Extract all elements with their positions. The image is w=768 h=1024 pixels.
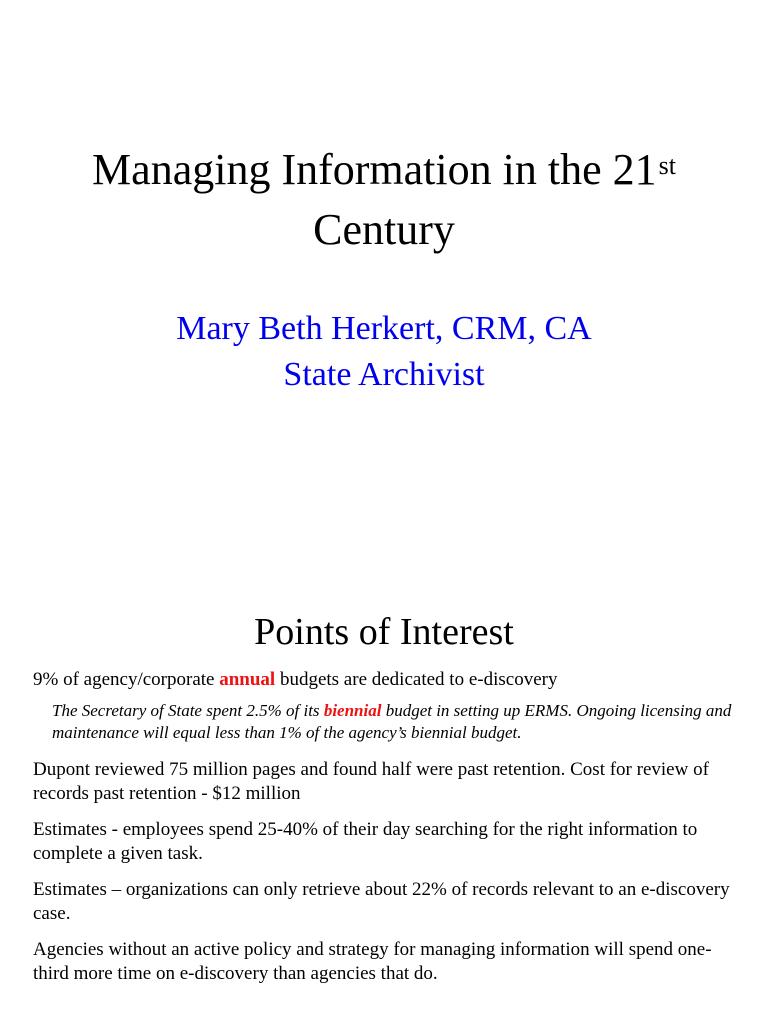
point-annual-budget xyxy=(33,668,733,692)
point-records-retrieval: Estimates – organizations can only retrieve about 22% of records relevant to an e-discovery case. xyxy=(33,879,730,924)
point1-highlight: annual xyxy=(219,669,276,690)
points-title: Points of Interest xyxy=(254,611,514,653)
title-superscript: st xyxy=(658,151,676,180)
author-role: State Archivist xyxy=(283,356,485,393)
point-employee-search-time: Estimates - employees spend 25-40% of their day searching for the right information to complete a given task. xyxy=(33,819,698,864)
point-dupont: Dupont reviewed 75 million pages and found half were past retention. Cost for review of records past retention - $12 million xyxy=(33,759,709,804)
title-text: Managing Information in the 21 xyxy=(92,145,657,194)
points-slide xyxy=(0,576,768,1024)
title-line-2: Century xyxy=(313,205,455,254)
subpoint1-text-before: The Secretary of State spent 2.5% of its xyxy=(52,701,324,720)
author-name: Mary Beth Herkert, CRM, CA xyxy=(176,310,592,347)
point-agencies-policy: Agencies without an active policy and strategy for managing information will spend one-third more time on e-discovery than agencies that do. xyxy=(33,939,712,984)
subpoint1-text-after: budget in setting up ERMS. Ongoing licensing and maintenance will equal less than 1% of the agency’s biennial budget. xyxy=(52,701,732,742)
subpoint1-highlight: biennial xyxy=(323,701,382,720)
point1-text-after: budgets are dedicated to e-discovery xyxy=(275,669,558,690)
point1-text-before: 9% of agency/corporate xyxy=(33,669,220,690)
points-list xyxy=(33,668,733,998)
presentation-title xyxy=(0,140,768,260)
author-block xyxy=(0,306,768,398)
subpoint-secretary-of-state xyxy=(52,700,733,744)
